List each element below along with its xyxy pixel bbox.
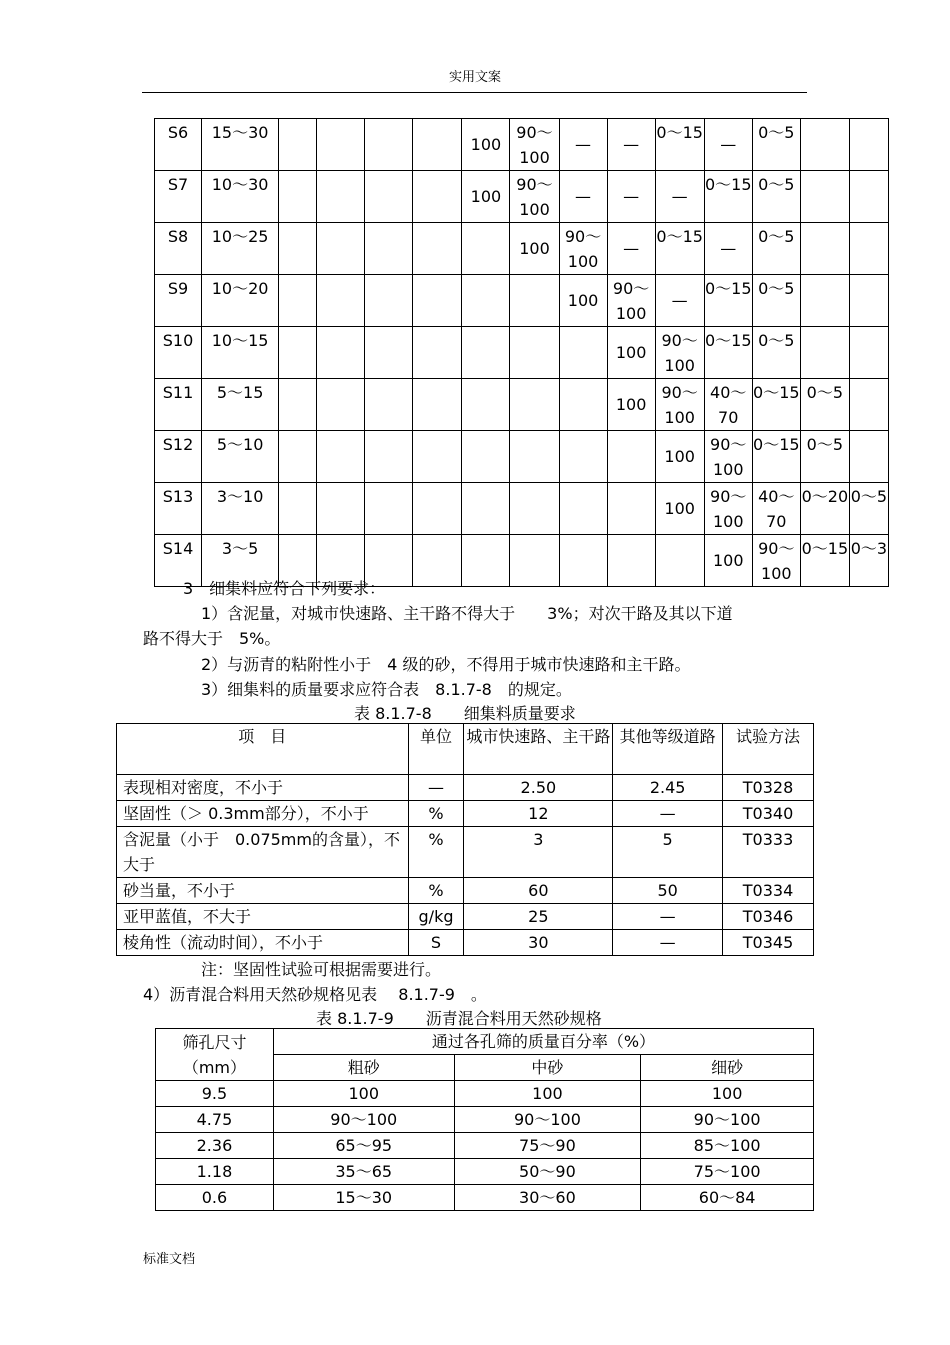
spec-code: S13 bbox=[155, 483, 202, 535]
grading-cell bbox=[413, 431, 462, 483]
table-cell: 2.50 bbox=[464, 775, 613, 801]
grading-cell: — bbox=[559, 119, 607, 171]
grading-cell bbox=[413, 535, 462, 587]
grading-cell bbox=[559, 327, 607, 379]
table-cell: 90～100 bbox=[273, 1107, 454, 1133]
grading-cell bbox=[462, 379, 510, 431]
grading-cell: — bbox=[607, 223, 655, 275]
spec-code: S12 bbox=[155, 431, 202, 483]
table-cell: 100 bbox=[641, 1081, 814, 1107]
grading-cell: 0～3 bbox=[849, 535, 888, 587]
grading-cell: 90～100 bbox=[510, 171, 559, 223]
table-cell: 亚甲蓝值，不大于 bbox=[117, 904, 409, 930]
grading-cell bbox=[365, 431, 413, 483]
sand-type-header: 细砂 bbox=[641, 1055, 814, 1081]
grading-cell bbox=[559, 535, 607, 587]
natural-sand-table bbox=[155, 1028, 814, 1211]
grading-cell bbox=[317, 275, 365, 327]
nominal-size: 5～10 bbox=[202, 431, 279, 483]
table-cell: S bbox=[408, 930, 464, 956]
table-note: 注：坚固性试验可根据需要进行。 bbox=[201, 960, 442, 979]
grading-cell bbox=[365, 379, 413, 431]
grading-cell: — bbox=[559, 171, 607, 223]
grading-cell bbox=[413, 483, 462, 535]
paragraph-3-1: 1）含泥量，对城市快速路、主干路不得大于 3%；对次干路及其以下道 bbox=[201, 604, 733, 623]
grading-cell bbox=[607, 431, 655, 483]
table-cell: 4.75 bbox=[156, 1107, 274, 1133]
grading-cell: — bbox=[704, 223, 752, 275]
page-header: 实用文案 bbox=[448, 70, 501, 85]
grading-cell: 0～20 bbox=[800, 483, 849, 535]
table-cell: 75～90 bbox=[454, 1133, 641, 1159]
nominal-size: 3～5 bbox=[202, 535, 279, 587]
table-cell: % bbox=[408, 827, 464, 878]
paragraph-3-2: 2）与沥青的粘附性小于 4 级的砂，不得用于城市快速路和主干路。 bbox=[201, 655, 691, 674]
paragraph-3-3: 3）细集料的质量要求应符合表 8.1.7-8 的规定。 bbox=[201, 680, 572, 699]
grading-cell bbox=[607, 483, 655, 535]
grading-cell: 100 bbox=[510, 223, 559, 275]
sand-type-header: 中砂 bbox=[454, 1055, 641, 1081]
table-cell: 60 bbox=[464, 878, 613, 904]
grading-cell: 0～5 bbox=[752, 223, 800, 275]
grading-cell bbox=[279, 275, 317, 327]
grading-cell: 90～100 bbox=[752, 535, 800, 587]
grading-cell: 0～5 bbox=[752, 275, 800, 327]
grading-cell: 90～100 bbox=[655, 379, 704, 431]
grading-cell: 90～100 bbox=[655, 327, 704, 379]
table-row bbox=[117, 878, 814, 904]
table-cell: 含泥量（小于 0.075mm的含量），不大于 bbox=[117, 827, 409, 878]
table-row bbox=[117, 801, 814, 827]
grading-row bbox=[155, 223, 889, 275]
grading-cell: 0～5 bbox=[849, 483, 888, 535]
column-header: 单位 bbox=[408, 724, 464, 775]
table-cell: 90～100 bbox=[454, 1107, 641, 1133]
table-cell: 30～60 bbox=[454, 1185, 641, 1211]
grading-cell bbox=[849, 379, 888, 431]
table-cell: — bbox=[613, 904, 723, 930]
grading-cell bbox=[800, 327, 849, 379]
grading-cell bbox=[510, 535, 559, 587]
grading-cell bbox=[462, 223, 510, 275]
table-cell: 0.6 bbox=[156, 1185, 274, 1211]
grading-cell bbox=[800, 171, 849, 223]
grading-cell: 90～100 bbox=[704, 431, 752, 483]
spec-code: S10 bbox=[155, 327, 202, 379]
grading-row bbox=[155, 275, 889, 327]
grading-row bbox=[155, 327, 889, 379]
table-cell: % bbox=[408, 801, 464, 827]
grading-cell bbox=[279, 483, 317, 535]
table-cell: 2.45 bbox=[613, 775, 723, 801]
grading-cell bbox=[413, 223, 462, 275]
grading-cell bbox=[365, 483, 413, 535]
nominal-size: 10～20 bbox=[202, 275, 279, 327]
grading-cell: 0～15 bbox=[704, 171, 752, 223]
grading-cell: 100 bbox=[462, 171, 510, 223]
spec-code: S6 bbox=[155, 119, 202, 171]
grading-cell: 0～15 bbox=[800, 535, 849, 587]
grading-cell bbox=[510, 327, 559, 379]
grading-cell: 0～5 bbox=[800, 379, 849, 431]
grading-cell bbox=[510, 431, 559, 483]
column-header: 试验方法 bbox=[723, 724, 814, 775]
grading-cell bbox=[800, 119, 849, 171]
grading-cell bbox=[279, 431, 317, 483]
grading-cell bbox=[607, 535, 655, 587]
fine-aggregate-table bbox=[116, 723, 814, 956]
grading-cell bbox=[510, 379, 559, 431]
grading-cell bbox=[279, 379, 317, 431]
grading-cell bbox=[849, 275, 888, 327]
nominal-size: 10～15 bbox=[202, 327, 279, 379]
table-row bbox=[117, 904, 814, 930]
grading-cell: — bbox=[607, 119, 655, 171]
table-cell: 12 bbox=[464, 801, 613, 827]
grading-cell bbox=[365, 171, 413, 223]
grading-cell: 0～15 bbox=[704, 275, 752, 327]
grading-row bbox=[155, 171, 889, 223]
grading-cell bbox=[849, 327, 888, 379]
paragraph-3: 3 细集料应符合下列要求： bbox=[183, 579, 386, 598]
table-cell: 90～100 bbox=[641, 1107, 814, 1133]
table-cell: — bbox=[408, 775, 464, 801]
grading-cell bbox=[317, 379, 365, 431]
passing-percent-header: 通过各孔筛的质量百分率（%） bbox=[273, 1029, 813, 1055]
spec-code: S7 bbox=[155, 171, 202, 223]
sand-type-header: 粗砂 bbox=[273, 1055, 454, 1081]
grading-cell bbox=[317, 327, 365, 379]
grading-row bbox=[155, 483, 889, 535]
grading-cell bbox=[849, 119, 888, 171]
table-cell: 50～90 bbox=[454, 1159, 641, 1185]
table-cell: — bbox=[613, 801, 723, 827]
table-cell: 60～84 bbox=[641, 1185, 814, 1211]
grading-cell: — bbox=[607, 171, 655, 223]
table-row bbox=[117, 827, 814, 878]
grading-cell bbox=[365, 119, 413, 171]
table-cell: T0346 bbox=[723, 904, 814, 930]
table-cell: 25 bbox=[464, 904, 613, 930]
table-header-row bbox=[117, 724, 814, 775]
grading-cell: 0～15 bbox=[655, 223, 704, 275]
table-row bbox=[156, 1185, 814, 1211]
grading-cell bbox=[279, 327, 317, 379]
grading-cell bbox=[365, 275, 413, 327]
table-row bbox=[156, 1081, 814, 1107]
grading-cell bbox=[279, 119, 317, 171]
table-cell: 85～100 bbox=[641, 1133, 814, 1159]
grading-cell bbox=[413, 171, 462, 223]
nominal-size: 15～30 bbox=[202, 119, 279, 171]
grading-cell: — bbox=[704, 119, 752, 171]
grading-cell: 100 bbox=[607, 327, 655, 379]
grading-cell: 90～100 bbox=[607, 275, 655, 327]
table-row bbox=[156, 1107, 814, 1133]
grading-cell: 0～15 bbox=[655, 119, 704, 171]
paragraph-3-1-cont: 路不得大于 5%。 bbox=[143, 629, 281, 648]
table-header-row bbox=[156, 1029, 814, 1055]
grading-cell: 0～15 bbox=[752, 379, 800, 431]
sieve-size-header: 筛孔尺寸（mm） bbox=[156, 1029, 274, 1081]
grading-cell: 90～100 bbox=[559, 223, 607, 275]
table-cell: T0345 bbox=[723, 930, 814, 956]
grading-cell bbox=[413, 119, 462, 171]
grading-cell: 0～15 bbox=[704, 327, 752, 379]
table-cell: 100 bbox=[454, 1081, 641, 1107]
grading-cell bbox=[462, 431, 510, 483]
table-cell: 65～95 bbox=[273, 1133, 454, 1159]
column-header: 城市快速路、主干路 bbox=[464, 724, 613, 775]
header-rule bbox=[142, 92, 807, 93]
grading-table bbox=[154, 118, 889, 587]
table-cell: 坚固性（＞ 0.3mm部分），不小于 bbox=[117, 801, 409, 827]
grading-cell bbox=[317, 223, 365, 275]
grading-cell: 0～5 bbox=[800, 431, 849, 483]
spec-code: S8 bbox=[155, 223, 202, 275]
grading-cell bbox=[510, 483, 559, 535]
table-cell: 1.18 bbox=[156, 1159, 274, 1185]
grading-row bbox=[155, 431, 889, 483]
table-cell: 50 bbox=[613, 878, 723, 904]
grading-cell bbox=[317, 119, 365, 171]
grading-cell bbox=[279, 171, 317, 223]
grading-cell bbox=[559, 483, 607, 535]
grading-cell bbox=[462, 327, 510, 379]
table-cell: 2.36 bbox=[156, 1133, 274, 1159]
spec-code: S14 bbox=[155, 535, 202, 587]
grading-cell bbox=[559, 431, 607, 483]
grading-cell: 40～70 bbox=[752, 483, 800, 535]
grading-cell bbox=[365, 327, 413, 379]
grading-cell: 90～100 bbox=[704, 483, 752, 535]
table-row bbox=[156, 1133, 814, 1159]
nominal-size: 5～15 bbox=[202, 379, 279, 431]
grading-cell bbox=[510, 275, 559, 327]
grading-cell bbox=[279, 223, 317, 275]
grading-cell: — bbox=[655, 275, 704, 327]
table-cell: T0334 bbox=[723, 878, 814, 904]
grading-cell: 100 bbox=[655, 483, 704, 535]
grading-cell bbox=[413, 327, 462, 379]
nominal-size: 10～30 bbox=[202, 171, 279, 223]
nominal-size: 10～25 bbox=[202, 223, 279, 275]
spec-code: S9 bbox=[155, 275, 202, 327]
table-cell: 5 bbox=[613, 827, 723, 878]
grading-cell bbox=[317, 431, 365, 483]
table-cell: % bbox=[408, 878, 464, 904]
spec-code: S11 bbox=[155, 379, 202, 431]
grading-cell bbox=[849, 431, 888, 483]
table-cell: 棱角性（流动时间），不小于 bbox=[117, 930, 409, 956]
grading-cell bbox=[849, 171, 888, 223]
table-row bbox=[117, 930, 814, 956]
nominal-size: 3～10 bbox=[202, 483, 279, 535]
grading-cell bbox=[462, 535, 510, 587]
table-cell: 35～65 bbox=[273, 1159, 454, 1185]
table-cell: 砂当量，不小于 bbox=[117, 878, 409, 904]
table-cell: g/kg bbox=[408, 904, 464, 930]
column-header: 其他等级道路 bbox=[613, 724, 723, 775]
table-cell: 100 bbox=[273, 1081, 454, 1107]
grading-cell: 0～5 bbox=[752, 171, 800, 223]
table-cell: 9.5 bbox=[156, 1081, 274, 1107]
table-cell: T0333 bbox=[723, 827, 814, 878]
table-cell: T0340 bbox=[723, 801, 814, 827]
grading-cell: 90～100 bbox=[510, 119, 559, 171]
paragraph-4: 4）沥青混合料用天然砂规格见表 8.1.7-9 。 bbox=[143, 985, 487, 1004]
table-cell: — bbox=[613, 930, 723, 956]
grading-cell: 100 bbox=[655, 431, 704, 483]
table-cell: T0328 bbox=[723, 775, 814, 801]
table-cell: 表现相对密度，不小于 bbox=[117, 775, 409, 801]
grading-cell: 100 bbox=[559, 275, 607, 327]
grading-cell bbox=[413, 379, 462, 431]
grading-cell: 40～70 bbox=[704, 379, 752, 431]
grading-cell: 0～5 bbox=[752, 119, 800, 171]
grading-cell bbox=[365, 223, 413, 275]
grading-cell: — bbox=[655, 171, 704, 223]
grading-cell: 0～15 bbox=[752, 431, 800, 483]
grading-cell: 0～5 bbox=[752, 327, 800, 379]
grading-cell bbox=[655, 535, 704, 587]
grading-row bbox=[155, 119, 889, 171]
grading-cell bbox=[800, 223, 849, 275]
grading-cell bbox=[462, 483, 510, 535]
grading-cell bbox=[559, 379, 607, 431]
grading-cell bbox=[317, 171, 365, 223]
table-row bbox=[117, 775, 814, 801]
grading-cell bbox=[317, 483, 365, 535]
grading-cell bbox=[413, 275, 462, 327]
table-cell: 3 bbox=[464, 827, 613, 878]
grading-cell: 100 bbox=[462, 119, 510, 171]
grading-cell bbox=[462, 275, 510, 327]
grading-row bbox=[155, 379, 889, 431]
table-cell: 30 bbox=[464, 930, 613, 956]
table-row bbox=[156, 1159, 814, 1185]
table-caption-9: 表 8.1.7-9 沥青混合料用天然砂规格 bbox=[316, 1009, 602, 1028]
grading-cell: 100 bbox=[704, 535, 752, 587]
table-caption-8: 表 8.1.7-8 细集料质量要求 bbox=[354, 704, 576, 723]
table-cell: 75～100 bbox=[641, 1159, 814, 1185]
column-header: 项 目 bbox=[117, 724, 409, 775]
page-footer: 标准文档 bbox=[143, 1252, 196, 1267]
grading-cell bbox=[849, 223, 888, 275]
grading-cell bbox=[800, 275, 849, 327]
table-cell: 15～30 bbox=[273, 1185, 454, 1211]
grading-cell: 100 bbox=[607, 379, 655, 431]
